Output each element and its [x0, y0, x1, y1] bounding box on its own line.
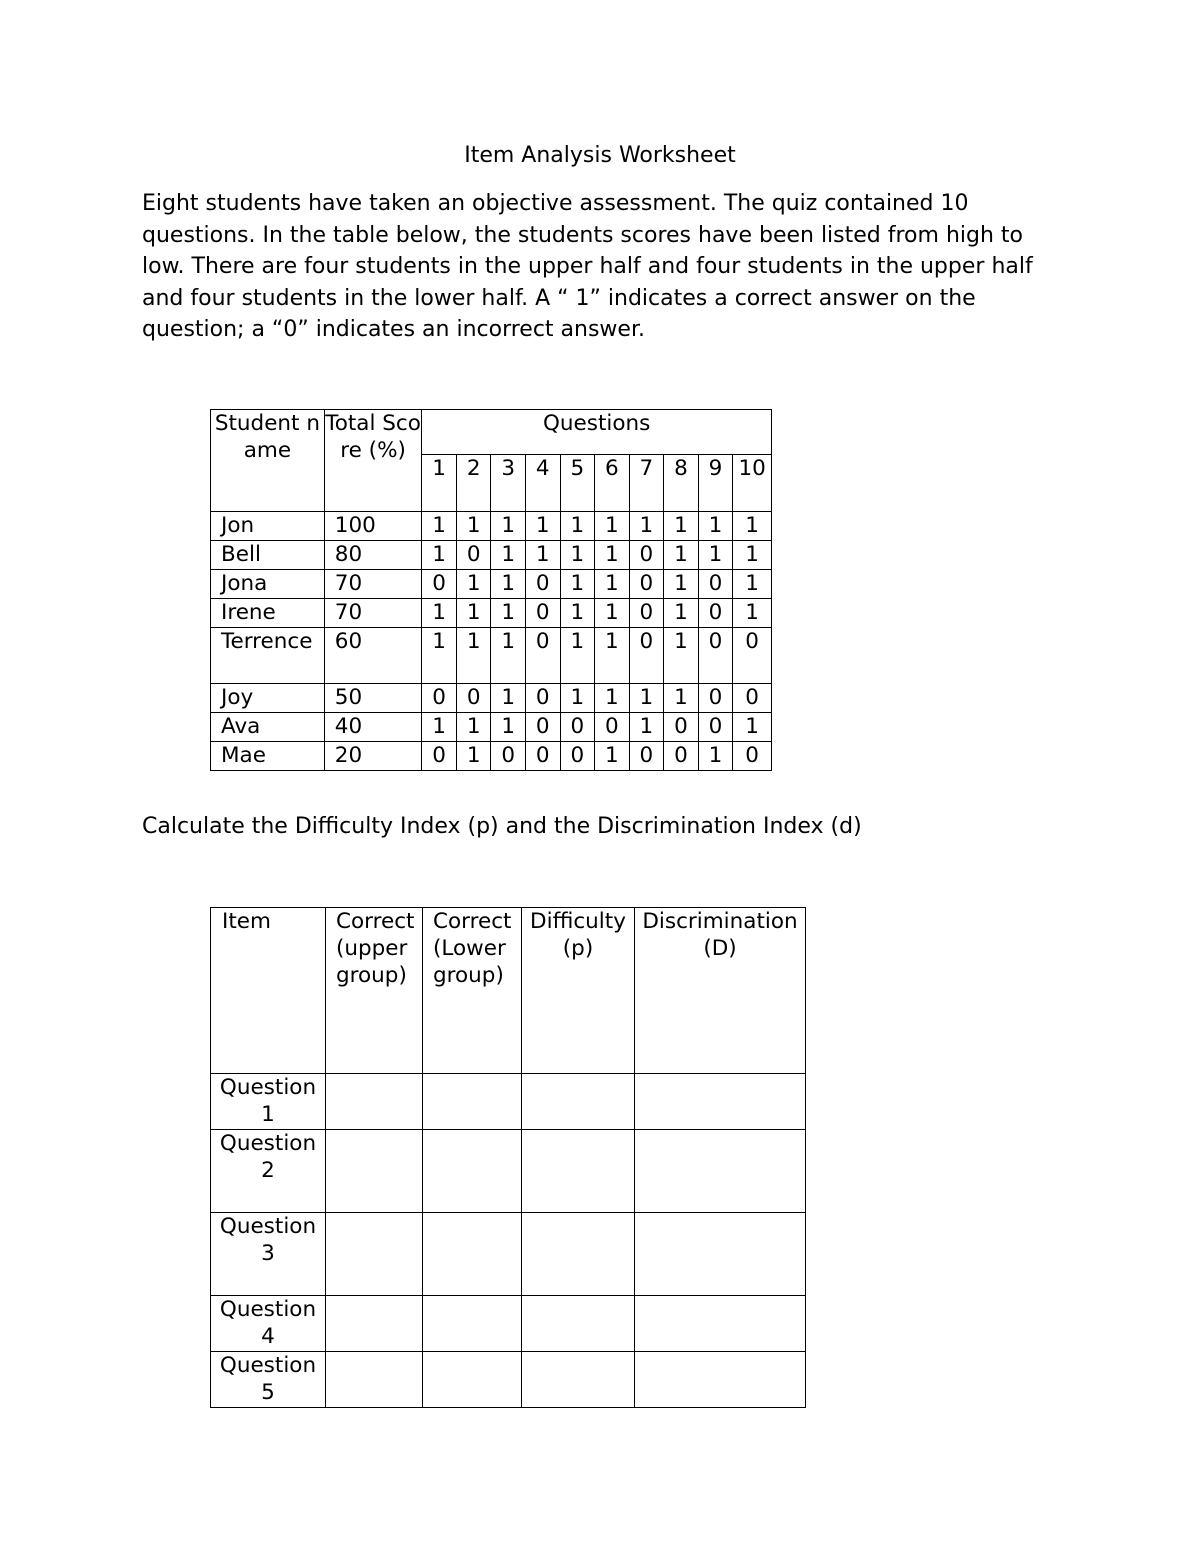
difficulty-input-cell[interactable] — [522, 1352, 635, 1408]
student-row — [211, 599, 772, 628]
correct-lower-input-cell[interactable] — [423, 1130, 522, 1213]
header-difficulty: Difficulty (p) — [522, 908, 635, 1074]
answer-cell: 1 — [456, 599, 491, 628]
answer-cell: 1 — [595, 684, 630, 713]
answer-cell: 1 — [491, 512, 526, 541]
answer-cell: 1 — [560, 512, 595, 541]
answer-cell: 0 — [525, 628, 560, 684]
correct-upper-input-cell[interactable] — [326, 1296, 423, 1352]
difficulty-input-cell[interactable] — [522, 1130, 635, 1213]
student-row — [211, 541, 772, 570]
student-name-cell: Terrence — [211, 628, 325, 684]
answer-cell: 0 — [595, 713, 630, 742]
student-name-cell: Jon — [211, 512, 325, 541]
question-label-cell: Question 4 — [211, 1296, 326, 1352]
answer-cell: 1 — [733, 570, 772, 599]
answer-cell: 0 — [525, 599, 560, 628]
answer-cell: 0 — [629, 742, 664, 771]
question-label-cell: Question 5 — [211, 1352, 326, 1408]
answer-cell: 0 — [733, 628, 772, 684]
header-discrimination: Discrimination (D) — [635, 908, 806, 1074]
answer-cell: 0 — [525, 742, 560, 771]
answer-cell: 0 — [560, 713, 595, 742]
student-name-cell: Joy — [211, 684, 325, 713]
score-table — [210, 409, 772, 771]
answer-cell: 1 — [456, 570, 491, 599]
answer-cell: 0 — [698, 684, 733, 713]
header-total-score: Total Score (%) — [324, 410, 422, 512]
correct-lower-input-cell[interactable] — [423, 1296, 522, 1352]
student-row — [211, 512, 772, 541]
student-name-cell: Irene — [211, 599, 325, 628]
question-number: 4 — [525, 455, 560, 512]
header-item: Item — [211, 908, 326, 1074]
answer-cell: 1 — [456, 713, 491, 742]
total-score-cell: 100 — [324, 512, 422, 541]
answer-cell: 1 — [422, 512, 457, 541]
question-label-cell: Question 3 — [211, 1213, 326, 1296]
answer-cell: 1 — [664, 628, 699, 684]
question-number: 8 — [664, 455, 699, 512]
header-questions: Questions — [422, 410, 772, 455]
answer-cell: 0 — [525, 570, 560, 599]
answer-cell: 1 — [698, 541, 733, 570]
answer-cell: 1 — [560, 628, 595, 684]
answer-cell: 0 — [422, 570, 457, 599]
discrimination-input-cell[interactable] — [635, 1296, 806, 1352]
answer-cell: 0 — [733, 742, 772, 771]
answer-cell: 1 — [664, 684, 699, 713]
answer-cell: 1 — [525, 512, 560, 541]
question-label-cell: Question 2 — [211, 1130, 326, 1213]
discrimination-input-cell[interactable] — [635, 1213, 806, 1296]
analysis-table — [210, 907, 806, 1408]
student-name-cell: Bell — [211, 541, 325, 570]
discrimination-input-cell[interactable] — [635, 1130, 806, 1213]
answer-cell: 1 — [664, 599, 699, 628]
answer-cell: 1 — [733, 599, 772, 628]
question-number: 10 — [733, 455, 772, 512]
answer-cell: 0 — [698, 570, 733, 599]
answer-cell: 1 — [422, 599, 457, 628]
answer-cell: 1 — [733, 541, 772, 570]
answer-cell: 0 — [733, 684, 772, 713]
answer-cell: 1 — [698, 742, 733, 771]
student-name-cell: Ava — [211, 713, 325, 742]
answer-cell: 1 — [560, 684, 595, 713]
total-score-cell: 70 — [324, 599, 422, 628]
correct-upper-input-cell[interactable] — [326, 1213, 423, 1296]
header-correct-upper: Correct (upper group) — [326, 908, 423, 1074]
answer-cell: 0 — [422, 742, 457, 771]
analysis-row — [211, 1352, 806, 1408]
answer-cell: 1 — [595, 742, 630, 771]
answer-cell: 1 — [698, 512, 733, 541]
student-row — [211, 628, 772, 684]
discrimination-input-cell[interactable] — [635, 1074, 806, 1130]
answer-cell: 0 — [629, 628, 664, 684]
student-name-cell: Mae — [211, 742, 325, 771]
student-row — [211, 684, 772, 713]
answer-cell: 1 — [422, 628, 457, 684]
analysis-row — [211, 1296, 806, 1352]
correct-lower-input-cell[interactable] — [423, 1074, 522, 1130]
answer-cell: 0 — [629, 599, 664, 628]
answer-cell: 0 — [698, 713, 733, 742]
answer-cell: 1 — [733, 512, 772, 541]
answer-cell: 1 — [491, 713, 526, 742]
answer-cell: 1 — [664, 570, 699, 599]
question-number: 2 — [456, 455, 491, 512]
answer-cell: 1 — [629, 684, 664, 713]
question-number: 3 — [491, 455, 526, 512]
answer-cell: 1 — [560, 599, 595, 628]
correct-lower-input-cell[interactable] — [423, 1213, 522, 1296]
answer-cell: 0 — [664, 713, 699, 742]
answer-cell: 1 — [733, 713, 772, 742]
difficulty-input-cell[interactable] — [522, 1296, 635, 1352]
total-score-cell: 50 — [324, 684, 422, 713]
answer-cell: 0 — [525, 684, 560, 713]
intro-paragraph: Eight students have taken an objective assessment. The quiz contained 10 questions. In the table below, the students scores have been listed from high to low. There are four students in the upper half and four students in the upper half and four students in the lower half. A “ 1” indicates a correct answer on the question; a “0” indicates an incorrect answer. — [142, 191, 1033, 342]
answer-cell: 0 — [560, 742, 595, 771]
answer-cell: 1 — [491, 628, 526, 684]
total-score-cell: 70 — [324, 570, 422, 599]
answer-cell: 1 — [491, 541, 526, 570]
answer-cell: 1 — [595, 512, 630, 541]
answer-cell: 1 — [456, 512, 491, 541]
question-number: 5 — [560, 455, 595, 512]
correct-upper-input-cell[interactable] — [326, 1130, 423, 1213]
answer-cell: 1 — [664, 541, 699, 570]
student-row — [211, 713, 772, 742]
answer-cell: 1 — [629, 713, 664, 742]
answer-cell: 0 — [491, 742, 526, 771]
student-name-cell: Jona — [211, 570, 325, 599]
header-student-name: Student name — [211, 410, 325, 512]
analysis-table-body — [211, 1074, 806, 1408]
correct-lower-input-cell[interactable] — [423, 1352, 522, 1408]
total-score-cell: 20 — [324, 742, 422, 771]
answer-cell: 0 — [629, 541, 664, 570]
student-row — [211, 742, 772, 771]
question-number: 6 — [595, 455, 630, 512]
answer-cell: 0 — [456, 541, 491, 570]
answer-cell: 0 — [456, 684, 491, 713]
analysis-row — [211, 1130, 806, 1213]
answer-cell: 1 — [422, 713, 457, 742]
correct-upper-input-cell[interactable] — [326, 1074, 423, 1130]
answer-cell: 1 — [491, 599, 526, 628]
question-number: 1 — [422, 455, 457, 512]
answer-cell: 1 — [491, 570, 526, 599]
answer-cell: 1 — [491, 684, 526, 713]
question-number: 7 — [629, 455, 664, 512]
answer-cell: 1 — [595, 570, 630, 599]
answer-cell: 1 — [595, 628, 630, 684]
analysis-row — [211, 1213, 806, 1296]
answer-cell: 1 — [525, 541, 560, 570]
difficulty-input-cell[interactable] — [522, 1074, 635, 1130]
question-number: 9 — [698, 455, 733, 512]
answer-cell: 1 — [595, 599, 630, 628]
answer-cell: 0 — [629, 570, 664, 599]
answer-cell: 1 — [595, 541, 630, 570]
calculation-instruction: Calculate the Difficulty Index (p) and the Discrimination Index (d) — [142, 814, 862, 839]
difficulty-input-cell[interactable] — [522, 1213, 635, 1296]
header-correct-lower: Correct (Lower group) — [423, 908, 522, 1074]
question-label-cell: Question 1 — [211, 1074, 326, 1130]
answer-cell: 0 — [525, 713, 560, 742]
answer-cell: 1 — [560, 541, 595, 570]
page-title: Item Analysis Worksheet — [464, 143, 736, 168]
answer-cell: 0 — [422, 684, 457, 713]
answer-cell: 1 — [456, 742, 491, 771]
answer-cell: 0 — [664, 742, 699, 771]
correct-upper-input-cell[interactable] — [326, 1352, 423, 1408]
score-table-body — [211, 512, 772, 771]
answer-cell: 1 — [560, 570, 595, 599]
answer-cell: 0 — [698, 628, 733, 684]
answer-cell: 1 — [456, 628, 491, 684]
total-score-cell: 60 — [324, 628, 422, 684]
total-score-cell: 40 — [324, 713, 422, 742]
answer-cell: 1 — [629, 512, 664, 541]
student-row — [211, 570, 772, 599]
total-score-cell: 80 — [324, 541, 422, 570]
answer-cell: 1 — [664, 512, 699, 541]
answer-cell: 0 — [698, 599, 733, 628]
discrimination-input-cell[interactable] — [635, 1352, 806, 1408]
answer-cell: 1 — [422, 541, 457, 570]
analysis-row — [211, 1074, 806, 1130]
